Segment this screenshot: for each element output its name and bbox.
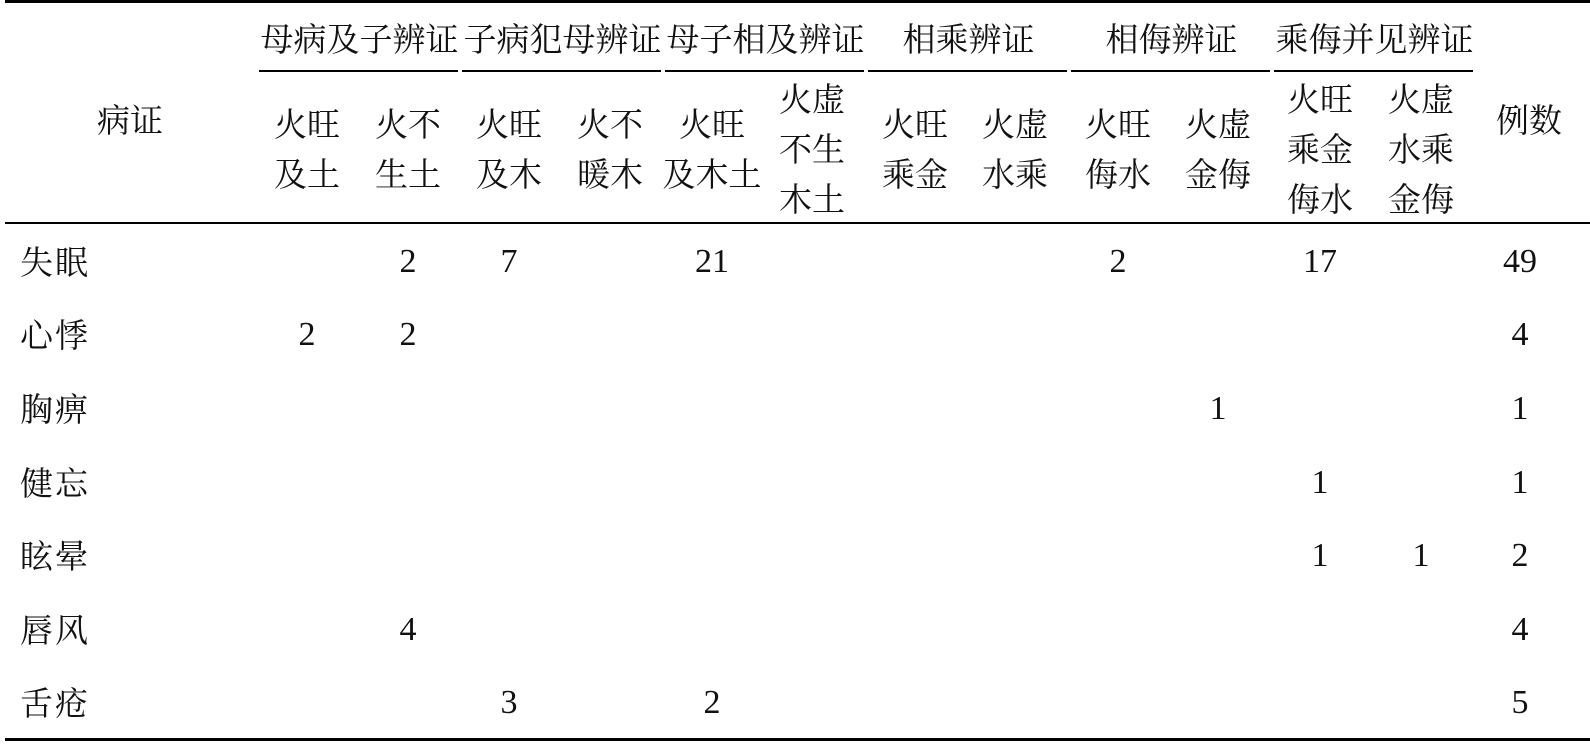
row-header: 病证 <box>97 100 163 140</box>
group-underline <box>259 70 458 72</box>
group-header: 母病及子辨证 <box>260 19 459 59</box>
column-header <box>257 80 358 220</box>
column-header-line: 火虚 <box>1388 80 1454 119</box>
group-header: 母子相及辨证 <box>666 19 865 59</box>
column-header <box>560 80 661 220</box>
column-header <box>1068 80 1169 220</box>
group-header: 子病犯母辨证 <box>463 19 662 59</box>
group-header: 乘侮并见辨证 <box>1275 19 1474 59</box>
column-header-line: 乘金 <box>882 155 948 194</box>
group-underline <box>462 70 661 72</box>
row-total: 1 <box>1511 464 1529 501</box>
group-header: 相乘辨证 <box>902 19 1035 59</box>
column-header-line: 暖木 <box>577 155 643 194</box>
column-header-line: 火旺 <box>679 105 745 144</box>
column-header-line: 及木土 <box>662 155 762 194</box>
column-header-line: 火旺 <box>1287 80 1353 119</box>
row-total: 1 <box>1511 390 1529 427</box>
table-cell: 2 <box>399 316 417 353</box>
column-header-line: 火旺 <box>274 105 340 144</box>
row-label: 眩晕 <box>20 536 90 576</box>
table-cell: 2 <box>298 316 316 353</box>
column-header-line: 金侮 <box>1185 155 1251 194</box>
column-header-line: 火虚 <box>1185 105 1251 144</box>
column-header <box>662 80 763 220</box>
column-header <box>358 80 459 220</box>
column-header <box>762 80 863 220</box>
group-underline <box>868 70 1067 72</box>
row-total: 2 <box>1511 537 1529 574</box>
column-header-line: 及木 <box>476 155 542 194</box>
table-cell: 1 <box>1412 537 1430 574</box>
column-header-line: 火不 <box>577 105 643 144</box>
total-header: 例数 <box>1496 100 1562 140</box>
table-top-rule <box>5 0 1590 3</box>
column-header-line: 金侮 <box>1388 180 1454 219</box>
row-total: 4 <box>1511 316 1529 353</box>
table-bottom-rule <box>5 738 1590 741</box>
column-header-line: 木土 <box>779 180 845 219</box>
row-label: 健忘 <box>20 463 90 503</box>
table-cell: 21 <box>695 243 729 280</box>
row-label: 唇风 <box>20 610 90 650</box>
column-header <box>1371 80 1472 220</box>
column-header-line: 侮水 <box>1287 180 1353 219</box>
row-label: 胸痹 <box>20 389 90 429</box>
table-cell: 2 <box>399 243 417 280</box>
table-cell: 1 <box>1311 537 1329 574</box>
table-cell: 2 <box>703 684 721 721</box>
column-header-line: 及土 <box>274 155 340 194</box>
column-header-line: 火旺 <box>1085 105 1151 144</box>
row-label: 失眠 <box>20 242 90 282</box>
column-header-line: 侮水 <box>1085 155 1151 194</box>
column-header-line: 生土 <box>375 155 441 194</box>
column-header <box>1270 80 1371 220</box>
column-header <box>459 80 560 220</box>
row-label: 舌疮 <box>20 683 90 723</box>
column-header-line: 火虚 <box>982 105 1048 144</box>
table-cell: 17 <box>1303 243 1337 280</box>
table-cell: 1 <box>1209 390 1227 427</box>
column-header-line: 火旺 <box>882 105 948 144</box>
column-header-line: 火不 <box>375 105 441 144</box>
column-header-line: 火旺 <box>476 105 542 144</box>
row-total: 4 <box>1511 611 1529 648</box>
column-header-line: 水乘 <box>982 155 1048 194</box>
group-underline <box>1071 70 1270 72</box>
column-header-line: 乘金 <box>1287 130 1353 169</box>
column-header-line: 不生 <box>779 130 845 169</box>
group-header: 相侮辨证 <box>1105 19 1238 59</box>
group-underline <box>1274 70 1473 72</box>
table-cell: 2 <box>1109 243 1127 280</box>
column-header <box>865 80 966 220</box>
column-header <box>965 80 1066 220</box>
row-label: 心悸 <box>20 315 90 355</box>
column-header-line: 水乘 <box>1388 130 1454 169</box>
table-cell: 7 <box>500 243 518 280</box>
table-cell: 3 <box>500 684 518 721</box>
column-header <box>1168 80 1269 220</box>
row-total: 49 <box>1503 243 1537 280</box>
column-header-line: 火虚 <box>779 80 845 119</box>
table-cell: 4 <box>399 611 417 648</box>
table-cell: 1 <box>1311 464 1329 501</box>
row-total: 5 <box>1511 684 1529 721</box>
group-underline <box>665 70 864 72</box>
